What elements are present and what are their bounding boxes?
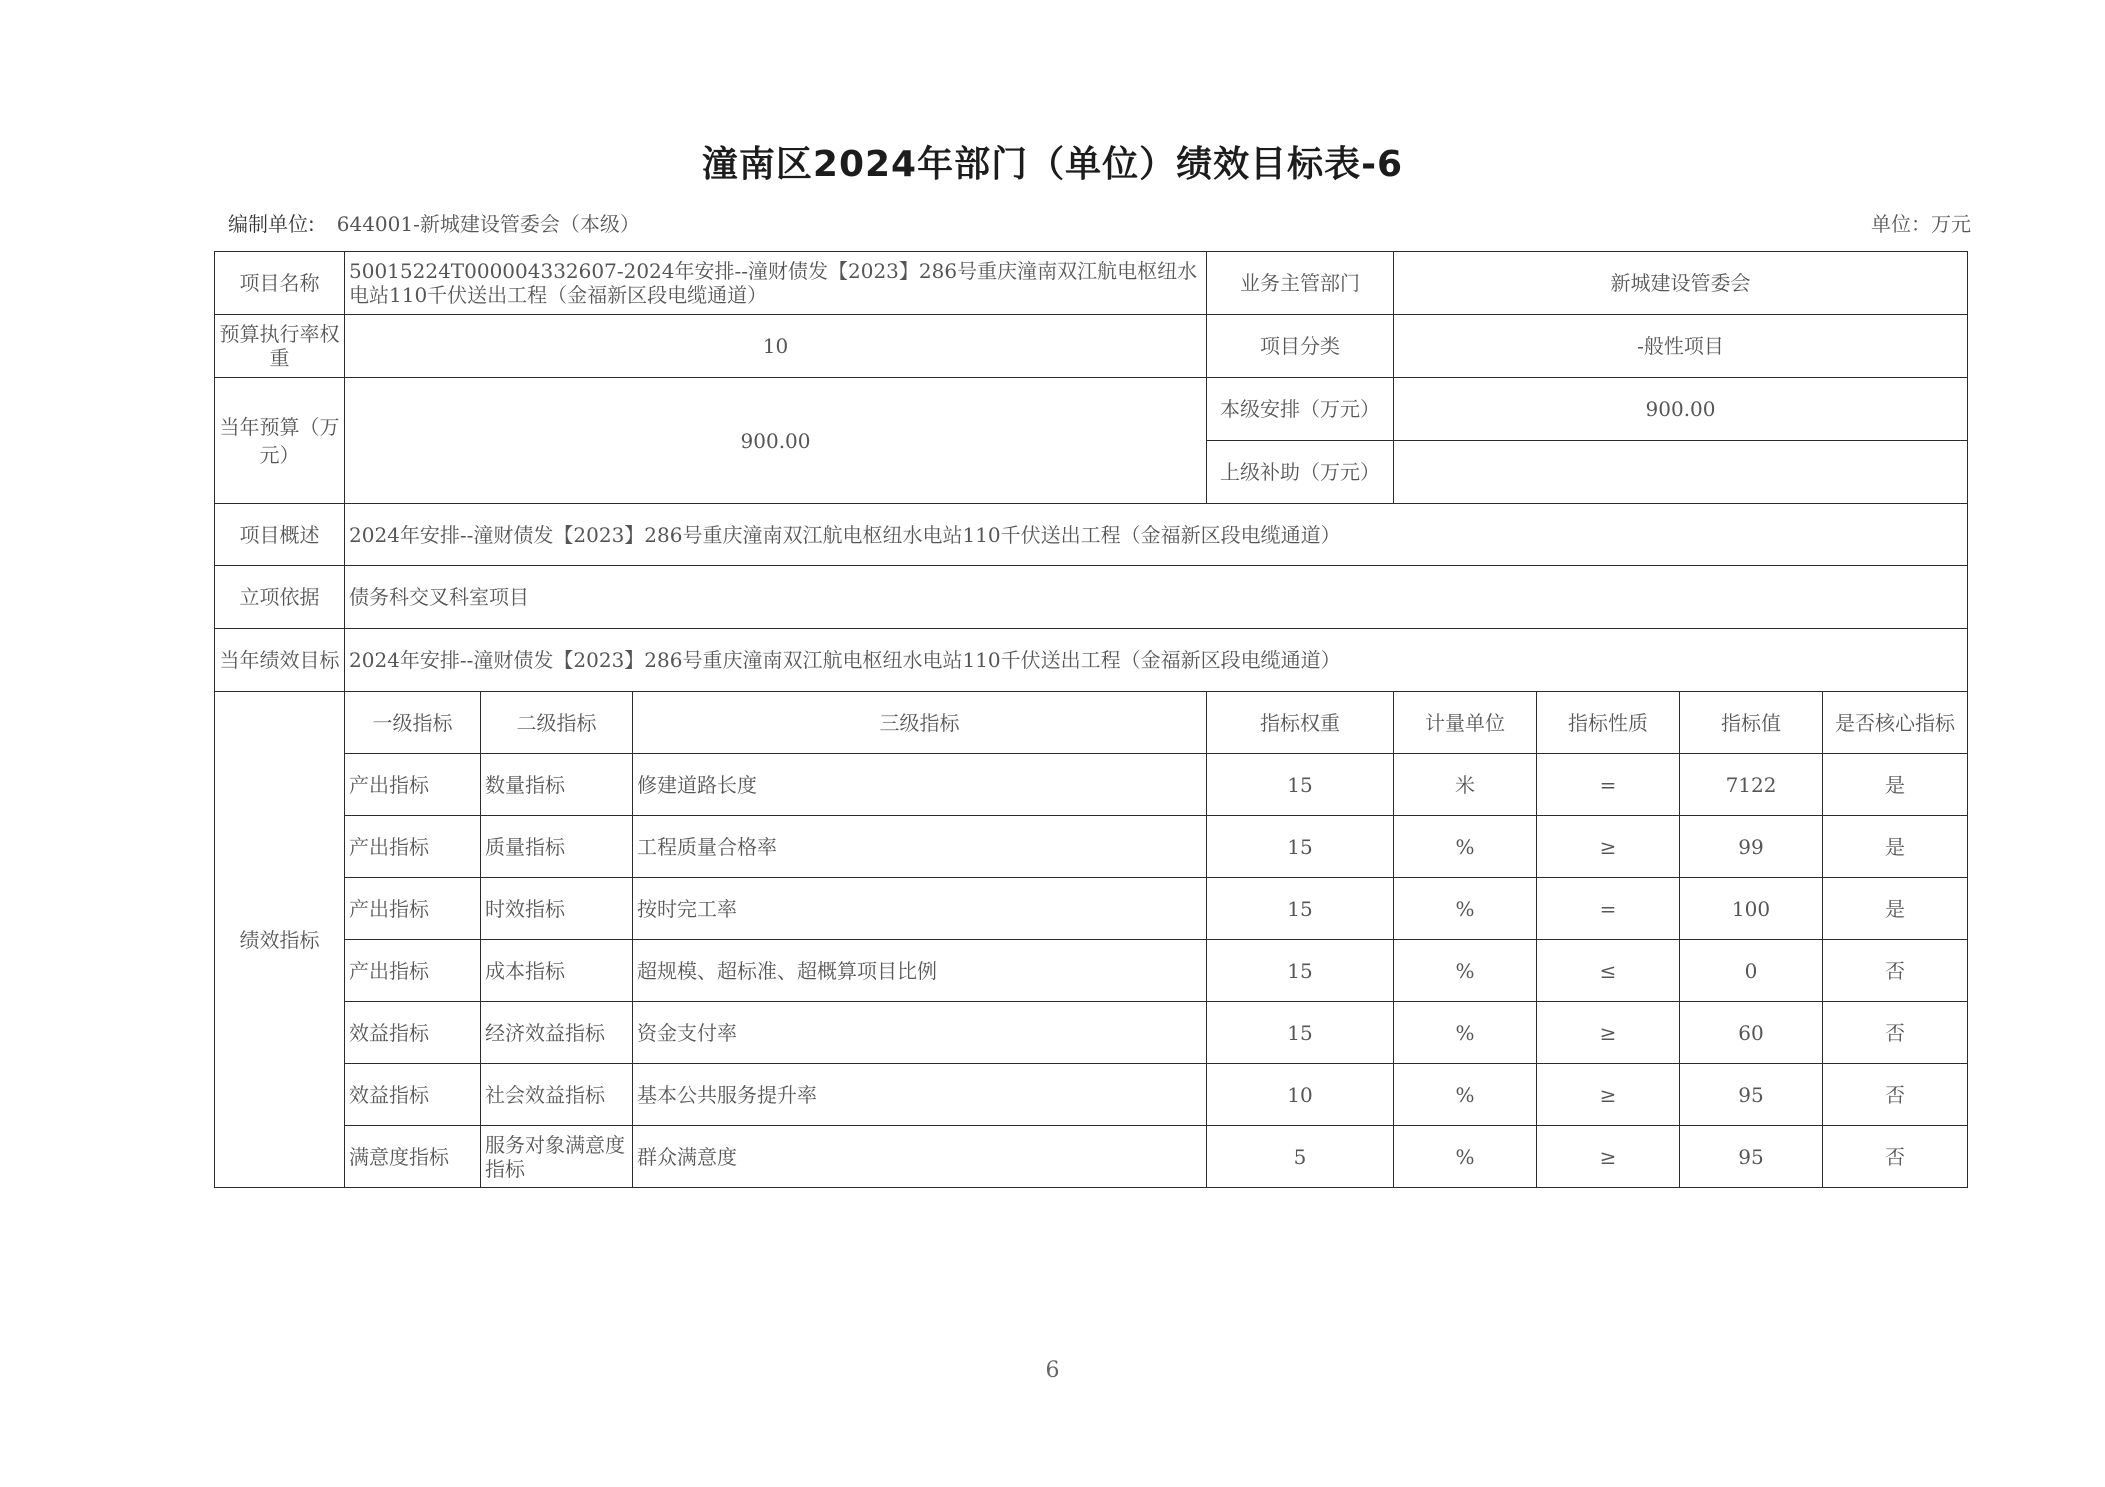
currency-unit: 单位：万元 bbox=[1871, 212, 1971, 236]
table-row bbox=[215, 816, 1968, 878]
compiling-unit-value: 644001-新城建设管委会（本级） bbox=[336, 212, 640, 236]
indicator-level3: 修建道路长度 bbox=[633, 754, 1207, 816]
indicator-value: 7122 bbox=[1680, 754, 1823, 816]
upper-label: 上级补助（万元） bbox=[1207, 441, 1394, 504]
indicator-unit: % bbox=[1394, 816, 1537, 878]
indicator-unit: % bbox=[1394, 1002, 1537, 1064]
indicator-level1: 产出指标 bbox=[345, 878, 481, 940]
header-weight: 指标权重 bbox=[1207, 692, 1394, 754]
overview-value: 2024年安排--潼财债发【2023】286号重庆潼南双江航电枢纽水电站110千伏送出工程（金福新区段电缆通道） bbox=[345, 504, 1968, 566]
indicator-level3: 按时完工率 bbox=[633, 878, 1207, 940]
row-rate bbox=[215, 315, 1968, 378]
indicator-core: 是 bbox=[1823, 878, 1968, 940]
indicator-level2: 成本指标 bbox=[481, 940, 633, 1002]
dept-label: 业务主管部门 bbox=[1207, 252, 1394, 315]
dept-value: 新城建设管委会 bbox=[1394, 252, 1968, 315]
indicators-label: 绩效指标 bbox=[215, 692, 345, 1188]
indicator-weight: 15 bbox=[1207, 816, 1394, 878]
indicator-core: 是 bbox=[1823, 754, 1968, 816]
indicator-level1: 满意度指标 bbox=[345, 1126, 481, 1188]
indicator-unit: % bbox=[1394, 1126, 1537, 1188]
category-value: -般性项目 bbox=[1394, 315, 1968, 378]
indicator-core: 否 bbox=[1823, 940, 1968, 1002]
indicator-nature: ≤ bbox=[1537, 940, 1680, 1002]
row-budget bbox=[215, 378, 1968, 441]
indicator-core: 否 bbox=[1823, 1126, 1968, 1188]
header-nature: 指标性质 bbox=[1537, 692, 1680, 754]
indicator-value: 99 bbox=[1680, 816, 1823, 878]
row-project-name bbox=[215, 252, 1968, 315]
budget-label: 当年预算（万元） bbox=[215, 378, 345, 504]
rate-value: 10 bbox=[345, 315, 1207, 378]
row-basis bbox=[215, 566, 1968, 629]
project-name-value: 50015224T000004332607-2024年安排--潼财债发【2023】286号重庆潼南双江航电枢纽水电站110千伏送出工程（金福新区段电缆通道） bbox=[345, 252, 1207, 315]
row-goal bbox=[215, 629, 1968, 692]
performance-target-table bbox=[214, 251, 1968, 1188]
budget-value: 900.00 bbox=[345, 378, 1207, 504]
header-core: 是否核心指标 bbox=[1823, 692, 1968, 754]
basis-value: 债务科交叉科室项目 bbox=[345, 566, 1968, 629]
indicator-level1: 效益指标 bbox=[345, 1064, 481, 1126]
indicator-nature: = bbox=[1537, 878, 1680, 940]
indicator-nature: ≥ bbox=[1537, 1064, 1680, 1126]
table-row bbox=[215, 754, 1968, 816]
goal-label: 当年绩效目标 bbox=[215, 629, 345, 692]
indicator-header-row bbox=[215, 692, 1968, 754]
indicator-value: 0 bbox=[1680, 940, 1823, 1002]
table-row bbox=[215, 878, 1968, 940]
indicator-level2: 数量指标 bbox=[481, 754, 633, 816]
indicator-value: 95 bbox=[1680, 1126, 1823, 1188]
table-row bbox=[215, 940, 1968, 1002]
indicator-level2: 经济效益指标 bbox=[481, 1002, 633, 1064]
indicator-level2: 服务对象满意度指标 bbox=[481, 1126, 633, 1188]
indicator-level1: 产出指标 bbox=[345, 754, 481, 816]
header-value: 指标值 bbox=[1680, 692, 1823, 754]
local-value: 900.00 bbox=[1394, 378, 1968, 441]
indicator-level3: 群众满意度 bbox=[633, 1126, 1207, 1188]
upper-value bbox=[1394, 441, 1968, 504]
indicator-nature: ≥ bbox=[1537, 816, 1680, 878]
table-row bbox=[215, 1126, 1968, 1188]
indicator-nature: ≥ bbox=[1537, 1126, 1680, 1188]
indicator-nature: = bbox=[1537, 754, 1680, 816]
rate-label: 预算执行率权重 bbox=[215, 315, 345, 378]
indicator-level1: 产出指标 bbox=[345, 940, 481, 1002]
indicator-weight: 5 bbox=[1207, 1126, 1394, 1188]
indicator-unit: % bbox=[1394, 878, 1537, 940]
header-level2: 二级指标 bbox=[481, 692, 633, 754]
compiling-unit bbox=[228, 208, 640, 237]
indicator-level1: 效益指标 bbox=[345, 1002, 481, 1064]
project-name-label: 项目名称 bbox=[215, 252, 345, 315]
indicator-level3: 基本公共服务提升率 bbox=[633, 1064, 1207, 1126]
indicator-level3: 工程质量合格率 bbox=[633, 816, 1207, 878]
indicator-core: 是 bbox=[1823, 816, 1968, 878]
indicator-unit: % bbox=[1394, 1064, 1537, 1126]
goal-value: 2024年安排--潼财债发【2023】286号重庆潼南双江航电枢纽水电站110千伏送出工程（金福新区段电缆通道） bbox=[345, 629, 1968, 692]
indicator-weight: 10 bbox=[1207, 1064, 1394, 1126]
page-number: 6 bbox=[1045, 1358, 1060, 1383]
indicator-level2: 质量指标 bbox=[481, 816, 633, 878]
indicator-level2: 时效指标 bbox=[481, 878, 633, 940]
indicator-value: 100 bbox=[1680, 878, 1823, 940]
basis-label: 立项依据 bbox=[215, 566, 345, 629]
indicator-level1: 产出指标 bbox=[345, 816, 481, 878]
indicator-value: 95 bbox=[1680, 1064, 1823, 1126]
header-level3: 三级指标 bbox=[633, 692, 1207, 754]
indicator-unit: % bbox=[1394, 940, 1537, 1002]
indicator-value: 60 bbox=[1680, 1002, 1823, 1064]
indicator-weight: 15 bbox=[1207, 754, 1394, 816]
header-level1: 一级指标 bbox=[345, 692, 481, 754]
table-row bbox=[215, 1064, 1968, 1126]
indicator-level3: 超规模、超标准、超概算项目比例 bbox=[633, 940, 1207, 1002]
table-row bbox=[215, 1002, 1968, 1064]
indicator-core: 否 bbox=[1823, 1064, 1968, 1126]
indicator-weight: 15 bbox=[1207, 1002, 1394, 1064]
indicator-core: 否 bbox=[1823, 1002, 1968, 1064]
overview-label: 项目概述 bbox=[215, 504, 345, 566]
compiling-unit-label: 编制单位: bbox=[228, 212, 315, 236]
indicator-level2: 社会效益指标 bbox=[481, 1064, 633, 1126]
local-label: 本级安排（万元） bbox=[1207, 378, 1394, 441]
page-title: 潼南区2024年部门（单位）绩效目标表-6 bbox=[701, 144, 1404, 185]
indicator-unit: 米 bbox=[1394, 754, 1537, 816]
row-overview bbox=[215, 504, 1968, 566]
indicator-level3: 资金支付率 bbox=[633, 1002, 1207, 1064]
indicator-weight: 15 bbox=[1207, 940, 1394, 1002]
indicator-nature: ≥ bbox=[1537, 1002, 1680, 1064]
header-unit: 计量单位 bbox=[1394, 692, 1537, 754]
indicator-weight: 15 bbox=[1207, 878, 1394, 940]
category-label: 项目分类 bbox=[1207, 315, 1394, 378]
